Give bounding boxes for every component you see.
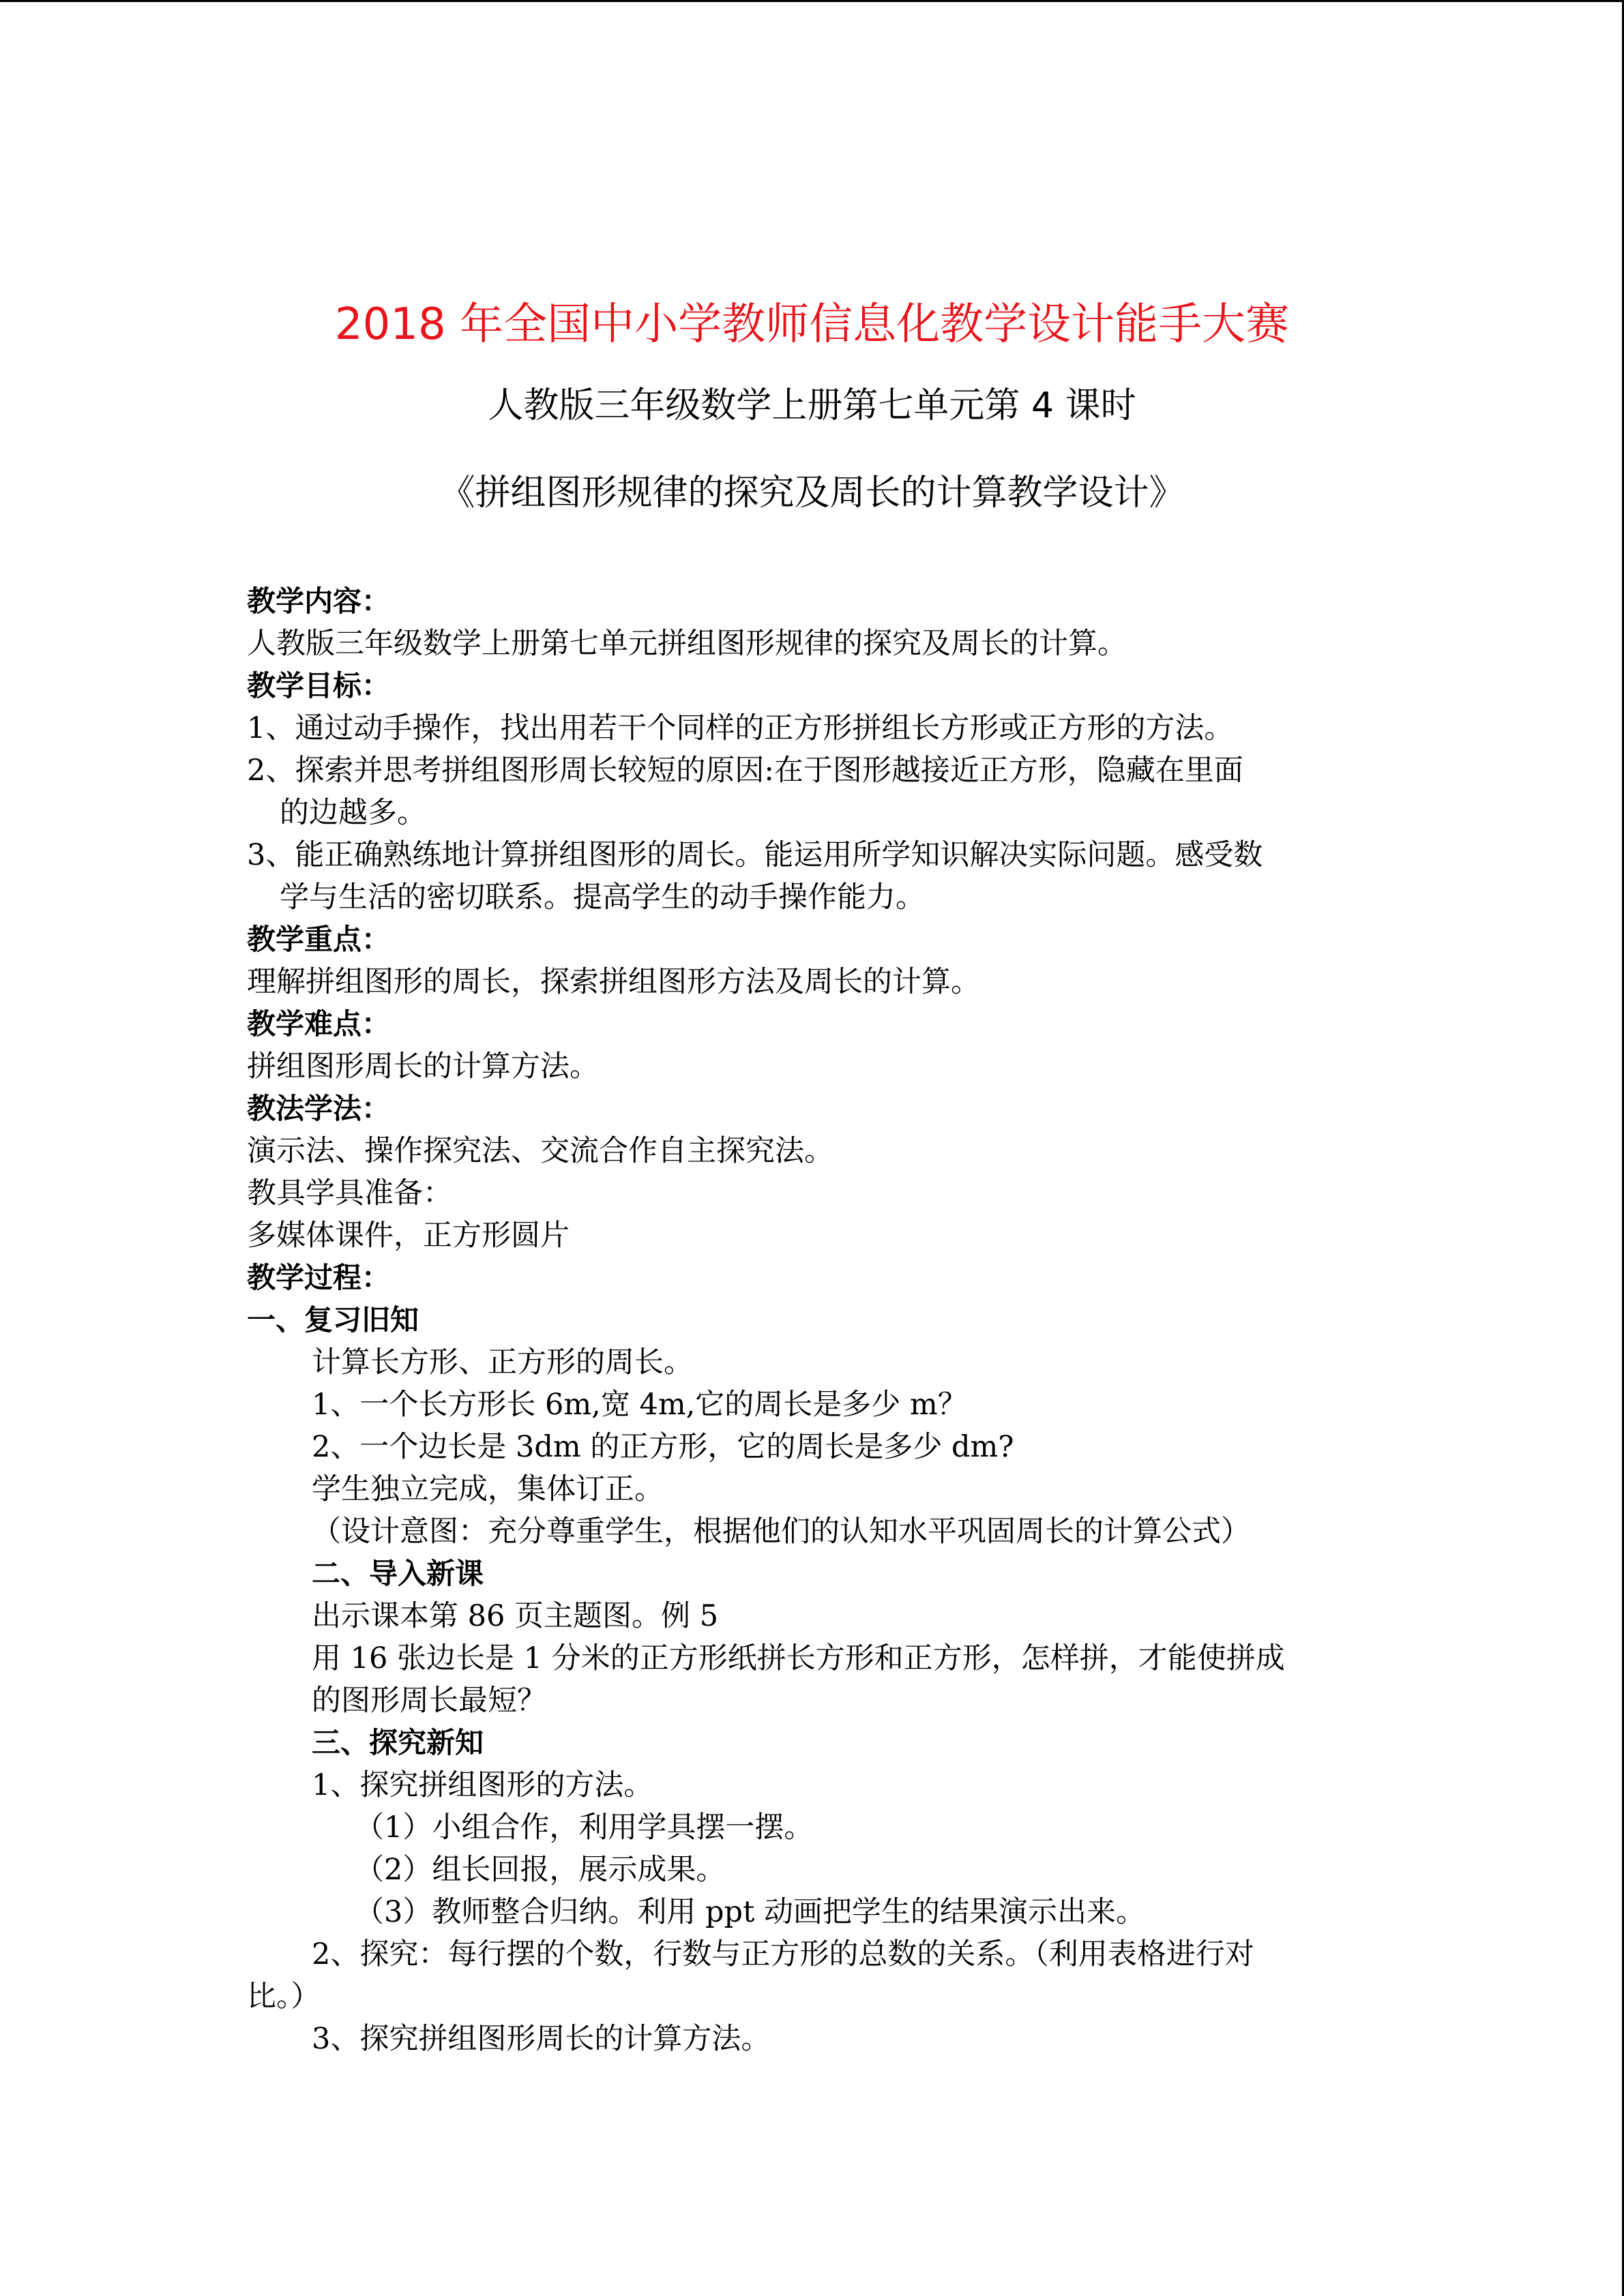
- section-heading-objectives: 教学目标：: [247, 669, 391, 702]
- introduction-text: 的图形周长最短？: [312, 1684, 546, 1718]
- explore-subitem: （2）组长回报，展示成果。: [355, 1853, 726, 1887]
- page-top-border: [0, 0, 1624, 2]
- materials-text: 多媒体课件，正方形圆片: [247, 1219, 570, 1253]
- section-heading-materials: 教具学具准备：: [247, 1176, 452, 1210]
- step-heading-explore: 三、探究新知: [312, 1726, 484, 1759]
- step-heading-introduction: 二、导入新课: [312, 1557, 484, 1590]
- objective-item-continued: 的边越多。: [280, 796, 426, 830]
- review-text: 计算长方形、正方形的周长。: [312, 1345, 693, 1380]
- objective-item: 3、能正确熟练地计算拼组图形的周长。能运用所学知识解决实际问题。感受数: [247, 838, 1263, 872]
- section-heading-difficulties: 教学难点：: [247, 1007, 391, 1041]
- explore-item: 2、探究：每行摆的个数，行数与正方形的总数的关系。（利用表格进行对: [312, 1937, 1254, 1971]
- explore-subitem: （3）教师整合归纳。利用 ppt 动画把学生的结果演示出来。: [355, 1895, 1146, 1929]
- review-question: 1、一个长方形长 6m,宽 4m,它的周长是多少 m？: [312, 1388, 967, 1422]
- difficulties-text: 拼组图形周长的计算方法。: [247, 1049, 599, 1084]
- section-heading-key-points: 教学重点：: [247, 923, 391, 956]
- review-question: 2、一个边长是 3dm 的正方形，它的周长是多少 dm?: [312, 1430, 1014, 1464]
- design-title: 《拼组图形规律的探究及周长的计算教学设计》: [439, 473, 1185, 513]
- competition-title: 2018 年全国中小学教师信息化教学设计能手大赛: [334, 299, 1290, 350]
- section-heading-process: 教学过程：: [247, 1261, 391, 1294]
- methods-text: 演示法、操作探究法、交流合作自主探究法。: [247, 1134, 833, 1168]
- section-heading-content: 教学内容：: [247, 584, 391, 618]
- content-text: 人教版三年级数学上册第七单元拼组图形规律的探究及周长的计算。: [247, 627, 1127, 661]
- objective-item: 1、通过动手操作，找出用若干个同样的正方形拼组长方形或正方形的方法。: [247, 711, 1234, 745]
- explore-item: 3、探究拼组图形周长的计算方法。: [312, 2022, 771, 2056]
- design-intent-note: （设计意图：充分尊重学生，根据他们的认知水平巩固周长的计算公式）: [312, 1515, 1250, 1549]
- key-points-text: 理解拼组图形的周长，探索拼组图形方法及周长的计算。: [247, 965, 980, 999]
- step-heading-review: 一、复习旧知: [247, 1303, 419, 1337]
- introduction-text: 用 16 张边长是 1 分米的正方形纸拼长方形和正方形，怎样拼，才能使拼成: [312, 1641, 1285, 1675]
- objective-item-continued: 学与生活的密切联系。提高学生的动手操作能力。: [280, 880, 925, 914]
- section-heading-methods: 教法学法：: [247, 1092, 391, 1125]
- explore-subitem: （1）小组合作，利用学具摆一摆。: [355, 1810, 814, 1845]
- objective-item: 2、探索并思考拼组图形周长较短的原因:在于图形越接近正方形，隐藏在里面: [247, 754, 1243, 788]
- review-text: 学生独立完成，集体订正。: [312, 1472, 664, 1506]
- explore-item: 1、探究拼组图形的方法。: [312, 1768, 653, 1802]
- explore-item-continued: 比。）: [247, 1980, 321, 2014]
- lesson-subtitle: 人教版三年级数学上册第七单元第 4 课时: [488, 385, 1136, 426]
- introduction-text: 出示课本第 86 页主题图。例 5: [312, 1599, 719, 1633]
